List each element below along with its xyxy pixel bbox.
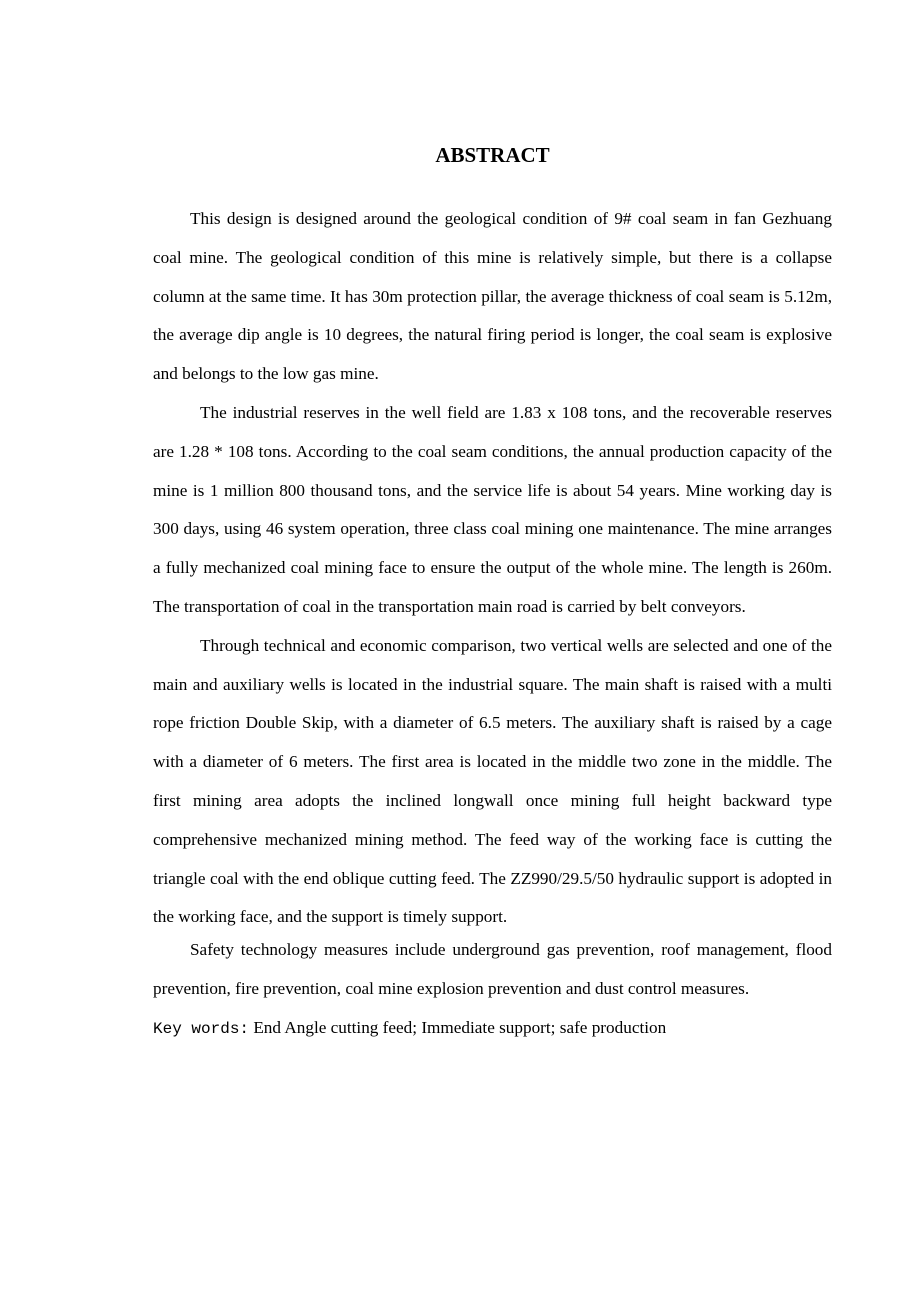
abstract-paragraph-2: The industrial reserves in the well field are 1.83 x 108 tons, and the recoverable reserves are 1.28 * 108 tons. According to the coal seam conditions, the annual production capacity of the mine is 1 million 800 thousand tons, and the service life is about 54 years. Mine working day is 300 days, using 46 system operation, three class coal mining one maintenance. The mine arranges a fully mechanized coal mining face to ensure the output of the whole mine. The length is 260m. The transportation of coal in the transportation main road is carried by belt conveyors.: [153, 402, 832, 616]
abstract-title: ABSTRACT: [435, 143, 550, 167]
keywords-text: End Angle cutting feed; Immediate support; safe production: [253, 1017, 667, 1037]
abstract-paragraph-3: Through technical and economic comparison, two vertical wells are selected and one of the main and auxiliary wells is located in the industrial square. The main shaft is raised with a multi rope friction Double Skip, with a diameter of 6.5 meters. The auxiliary shaft is raised by a cage with a diameter of 6 meters. The first area is located in the middle two zone in the middle. The first mining area adopts the inclined longwall once mining full height backward type comprehensive mechanized mining method. The feed way of the working face is cutting the triangle coal with the end oblique cutting feed. The ZZ990/29.5/50 hydraulic support is adopted in the working face, and the support is timely support.: [153, 635, 832, 927]
keywords-line: [153, 1009, 832, 1049]
abstract-paragraph-1: This design is designed around the geological condition of 9# coal seam in fan Gezhuang coal mine. The geological condition of this mine is relatively simple, but there is a collapse column at the same time. It has 30m protection pillar, the average thickness of coal seam is 5.12m, the average dip angle is 10 degrees, the natural firing period is longer, the coal seam is explosive and belongs to the low gas mine.: [153, 209, 832, 384]
abstract-body: [153, 200, 832, 1049]
keywords-label: Key words:: [153, 1019, 250, 1038]
abstract-paragraph-4: Safety technology measures include underground gas prevention, roof management, flood prevention, fire prevention, coal mine explosion prevention and dust control measures.: [153, 940, 832, 998]
